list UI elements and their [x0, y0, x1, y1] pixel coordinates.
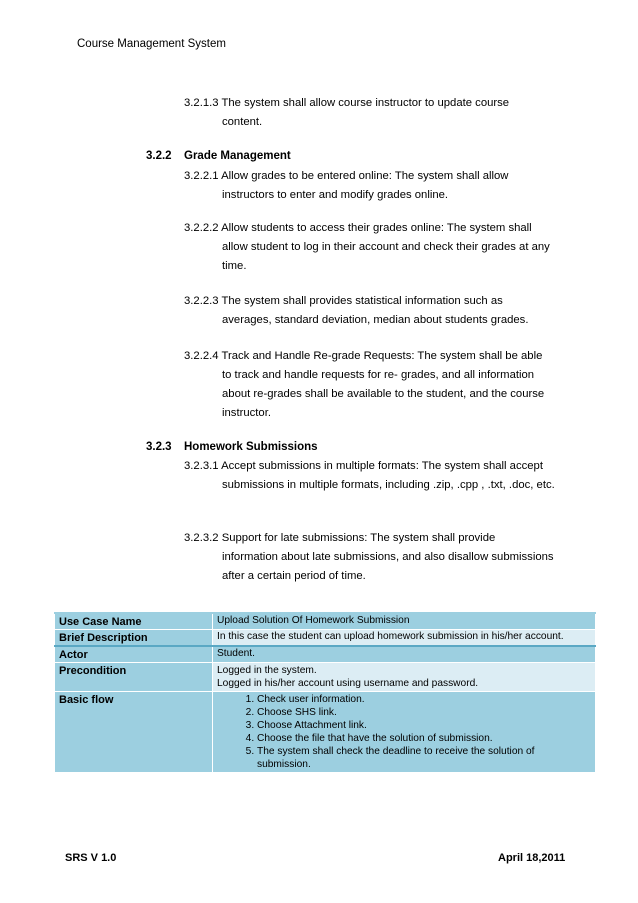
- req-number: 3.2.3.1: [184, 460, 219, 472]
- requirement-3-2-2-2: [184, 219, 564, 276]
- req-text: Support for late submissions: The system shall provide: [221, 532, 496, 544]
- section-number: 3.2.3: [146, 441, 172, 453]
- section-number: 3.2.2: [146, 150, 172, 162]
- req-continuation: submissions in multiple formats, including .zip, .cpp , .txt, .doc, etc.: [222, 479, 555, 491]
- requirement-3-2-2-4: [184, 347, 564, 423]
- actor-value: Student.: [213, 646, 596, 663]
- req-text: Track and Handle Re-grade Requests: The system shall be able: [221, 350, 543, 362]
- actor-label: Actor: [55, 646, 213, 663]
- basic-flow-list: [217, 693, 591, 771]
- list-item: 2. Choose SHS link.: [257, 706, 591, 719]
- req-number: 3.2.2.4: [184, 350, 219, 362]
- list-item: 5. The system shall check the deadline to receive the solution of submission.: [257, 745, 591, 771]
- precondition-label: Precondition: [55, 663, 213, 692]
- req-number: 3.2.3.2: [184, 532, 219, 544]
- req-number: 3.2.2.3: [184, 295, 219, 307]
- req-text: Accept submissions in multiple formats: The system shall accept: [221, 460, 543, 472]
- list-item: 4. Choose the file that have the solution of submission.: [257, 732, 591, 745]
- requirement-3-2-3-1: [184, 457, 564, 495]
- req-continuation: to track and handle requests for re- grades, and all information about re-grades shall be available to the student, and the course instructor.: [222, 369, 545, 419]
- req-number: 3.2.2.1: [184, 170, 219, 182]
- brief-description-label: Brief Description: [55, 630, 213, 647]
- requirement-3-2-1-3: [184, 94, 564, 132]
- req-number: 3.2.2.2: [184, 222, 219, 234]
- requirement-3-2-2-1: [184, 167, 564, 205]
- list-item: 1. Check user information.: [257, 693, 591, 706]
- req-text: The system shall allow course instructor to update course: [221, 97, 510, 109]
- precondition-value: [213, 663, 596, 692]
- table-row: [55, 613, 596, 630]
- use-case-name-label: Use Case Name: [55, 613, 213, 630]
- table-row: [55, 663, 596, 692]
- requirement-3-2-3-2: [184, 529, 564, 586]
- table-row: [55, 630, 596, 647]
- req-continuation: content.: [222, 116, 263, 128]
- basic-flow-label: Basic flow: [55, 692, 213, 773]
- section-3-2-3-heading: [146, 441, 318, 453]
- section-title: Homework Submissions: [184, 441, 318, 453]
- page-header-title: Course Management System: [77, 38, 226, 50]
- basic-flow-value: [213, 692, 596, 773]
- req-continuation: instructors to enter and modify grades online.: [222, 189, 449, 201]
- req-continuation: allow student to log in their account and check their grades at any time.: [222, 241, 550, 272]
- req-text: Allow grades to be entered online: The system shall allow: [221, 170, 509, 182]
- req-continuation: information about late submissions, and also disallow submissions after a certain period of time.: [222, 551, 554, 582]
- list-item: 3. Choose Attachment link.: [257, 719, 591, 732]
- use-case-table: [54, 612, 596, 773]
- req-text: Allow students to access their grades online: The system shall: [221, 222, 532, 234]
- req-text: The system shall provides statistical information such as: [221, 295, 503, 307]
- footer-version: SRS V 1.0: [65, 852, 117, 864]
- brief-description-value: In this case the student can upload homework submission in his/her account.: [213, 630, 596, 647]
- section-title: Grade Management: [184, 150, 291, 162]
- req-number: 3.2.1.3: [184, 97, 219, 109]
- req-continuation: averages, standard deviation, median about students grades.: [222, 314, 529, 326]
- section-3-2-2-heading: [146, 150, 291, 162]
- footer-date: April 18,2011: [498, 852, 566, 864]
- precondition-line: Logged in his/her account using username and password.: [217, 678, 479, 689]
- use-case-name-value: Upload Solution Of Homework Submission: [213, 613, 596, 630]
- requirement-3-2-2-3: [184, 292, 564, 330]
- precondition-line: Logged in the system.: [217, 665, 317, 676]
- table-row: [55, 692, 596, 773]
- table-row: [55, 646, 596, 663]
